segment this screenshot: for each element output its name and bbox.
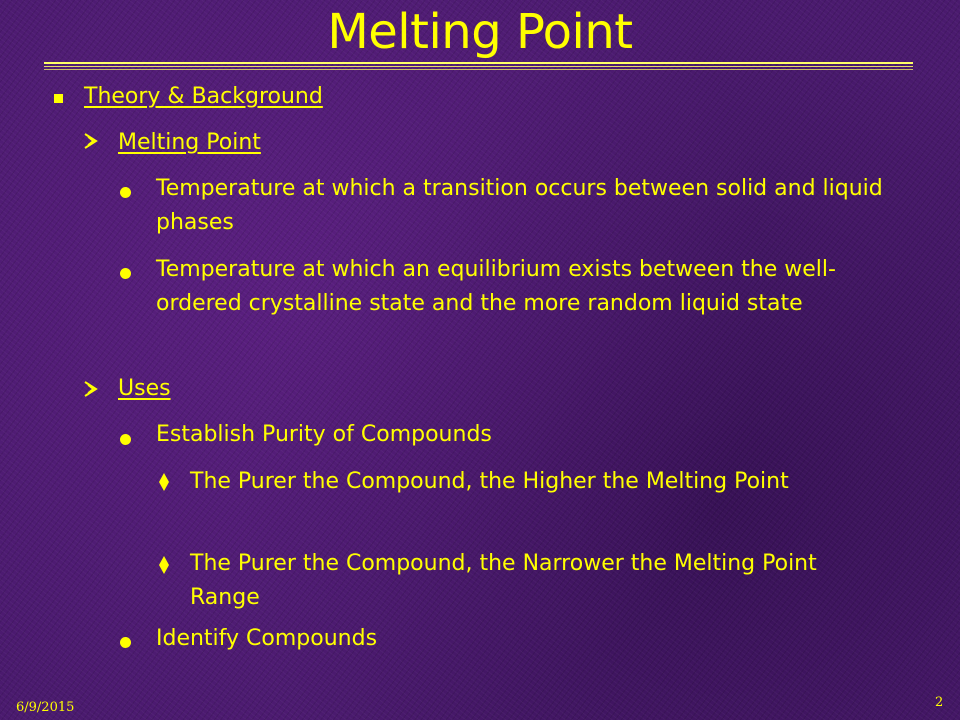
diamond-bullet-icon: [158, 555, 170, 579]
arrow-bullet-icon: [84, 381, 98, 401]
footer-date: 6/9/2015: [16, 700, 75, 715]
title-rule: [44, 62, 913, 64]
definition-item: Temperature at which a transition occurs between solid and liquid phases: [156, 176, 883, 235]
purity-detail: The Purer the Compound, the Narrower the Melting Point Range: [190, 551, 817, 610]
round-bullet-icon: [120, 434, 131, 445]
title-rule: [44, 69, 913, 70]
uses-item: Identify Compounds: [156, 626, 378, 651]
round-bullet-icon: [120, 187, 131, 198]
title-rule: [44, 66, 913, 67]
round-bullet-icon: [120, 268, 131, 279]
arrow-bullet-icon: [84, 133, 98, 153]
heading-theory-background: Theory & Background: [84, 84, 323, 109]
heading-uses: Uses: [118, 376, 171, 401]
definition-item: Temperature at which an equilibrium exists between the well-ordered crystalline state and the more random liquid state: [156, 257, 836, 316]
purity-detail: The Purer the Compound, the Higher the Melting Point: [190, 469, 789, 494]
diamond-bullet-icon: [158, 472, 170, 496]
page-number: 2: [935, 695, 944, 710]
heading-melting-point: Melting Point: [118, 130, 261, 155]
uses-item: Establish Purity of Compounds: [156, 422, 492, 447]
round-bullet-icon: [120, 637, 131, 648]
slide-title: Melting Point: [327, 4, 633, 60]
square-bullet-icon: [54, 94, 63, 103]
